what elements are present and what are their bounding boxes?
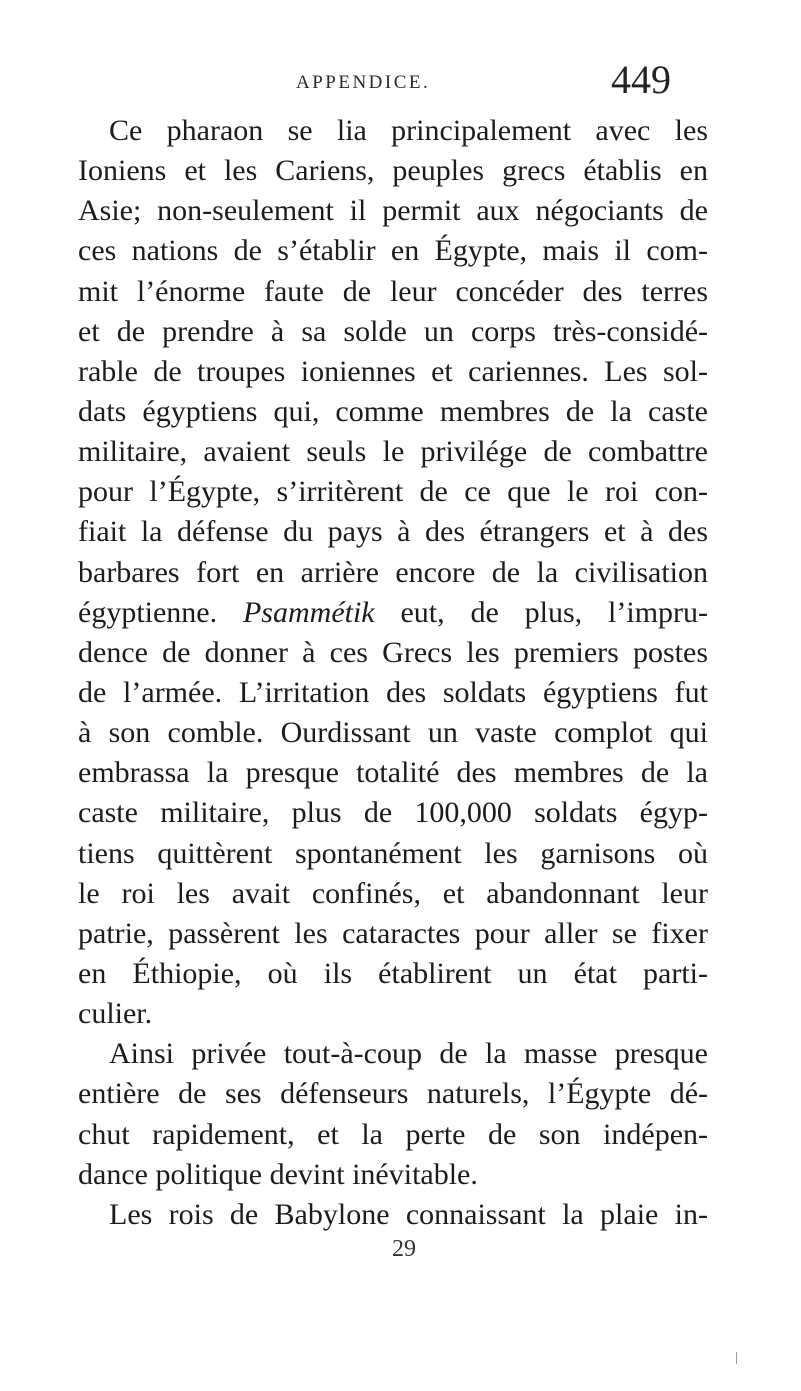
text-line: chut rapidement, et la perte de son indépen- bbox=[78, 1117, 708, 1151]
text-line: Ce pharaon se lia principalement avec les bbox=[109, 114, 708, 147]
body-text bbox=[78, 111, 708, 1235]
text-line: Ioniens et les Cariens, peuples grecs établis en bbox=[78, 154, 708, 188]
text-line: mit l’énorme faute de leur concéder des terres bbox=[78, 274, 708, 308]
text-line: Les rois de Babylone connaissant la plaie in- bbox=[109, 1197, 708, 1231]
text-segment: égyptienne. bbox=[78, 595, 218, 629]
text-line: caste militaire, plus de 100,000 soldats égyp- bbox=[78, 796, 708, 830]
text-line: de l’armée. L’irritation des soldats égyptiens fut bbox=[78, 675, 708, 709]
italic-name: Psammétik bbox=[242, 595, 375, 629]
text-line: tiens quittèrent spontanément les garnisons où bbox=[78, 836, 708, 870]
text-line: dance politique devint inévitable. bbox=[78, 1157, 478, 1191]
text-line: dence de donner à ces Grecs les premiers postes bbox=[78, 635, 708, 669]
page-number: 449 bbox=[611, 57, 671, 102]
text-line: entière de ses défenseurs naturels, l’Égypte dé- bbox=[78, 1077, 708, 1111]
text-line: rable de troupes ioniennes et cariennes. Les sol- bbox=[78, 354, 708, 388]
signature-mark: 29 bbox=[392, 1236, 416, 1262]
text-segment: eut, de plus, l’impru- bbox=[400, 595, 709, 629]
text-line: fiait la défense du pays à des étrangers et à des bbox=[78, 515, 708, 549]
text-line: Ainsi privée tout-à-coup de la masse presque bbox=[109, 1037, 708, 1071]
text-line: patrie, passèrent les cataractes pour aller se fixer bbox=[78, 916, 708, 950]
text-line: pour l’Égypte, s’irritèrent de ce que le roi con- bbox=[78, 475, 708, 509]
text-line-mixed bbox=[78, 593, 708, 633]
text-line: militaire, avaient seuls le privilége de combattre bbox=[78, 435, 708, 469]
text-line: à son comble. Ourdissant un vaste complot qui bbox=[78, 716, 708, 750]
text-line: culier. bbox=[78, 997, 153, 1031]
text-line: en Éthiopie, où ils établirent un état parti- bbox=[78, 956, 708, 990]
text-line: Asie; non-seulement il permit aux négociants de bbox=[78, 194, 708, 228]
text-line: et de prendre à sa solde un corps très-considé- bbox=[78, 314, 708, 348]
margin-speck bbox=[736, 1352, 737, 1364]
text-line: barbares fort en arrière encore de la civilisation bbox=[78, 555, 708, 589]
running-head: APPENDICE. bbox=[296, 72, 431, 93]
text-line: le roi les avait confinés, et abandonnant leur bbox=[78, 876, 708, 910]
text-line: dats égyptiens qui, comme membres de la caste bbox=[78, 394, 708, 428]
text-line: embrassa la presque totalité des membres de la bbox=[78, 756, 708, 790]
text-line: ces nations de s’établir en Égypte, mais il com- bbox=[78, 234, 708, 268]
